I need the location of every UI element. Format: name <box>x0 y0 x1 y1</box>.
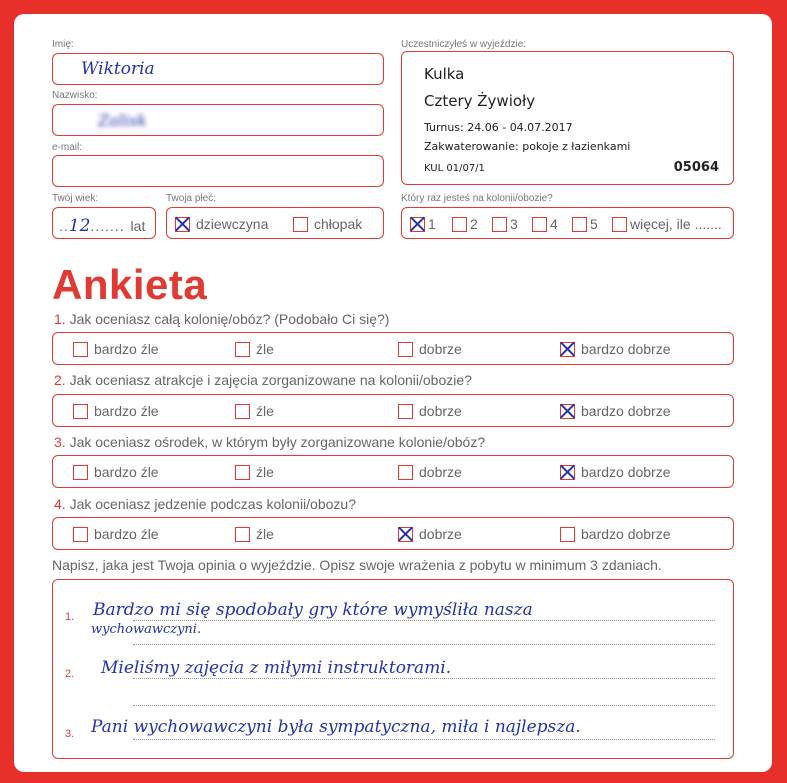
checkbox-icon[interactable] <box>73 465 88 480</box>
q3-option-3[interactable]: dobrze <box>398 463 462 480</box>
q1-option-3[interactable]: dobrze <box>398 340 462 357</box>
times-group <box>401 207 734 239</box>
opinion-prompt: Napisz, jaka jest Twoja opinia o wyjeździe. Opisz swoje wrażenia z pobytu w minimum 3 zdaniach. <box>52 557 662 573</box>
times-label: Który raz jesteś na kolonii/obozie? <box>401 193 553 204</box>
trip-label: Uczestniczyłeś w wyjeździe: <box>401 39 527 50</box>
checkbox-icon[interactable] <box>452 217 467 232</box>
q2-option-3[interactable]: dobrze <box>398 402 462 419</box>
checkbox-icon[interactable] <box>235 342 250 357</box>
checkbox-icon[interactable] <box>398 465 413 480</box>
checkbox-icon[interactable] <box>73 527 88 542</box>
answer-number-2: 2. <box>65 668 75 680</box>
answer-2-text: Mieliśmy zajęcia z miłymi instruktorami. <box>101 658 452 678</box>
question-4-options <box>52 517 734 550</box>
gender-group <box>166 207 384 239</box>
name-value: Wiktoria <box>81 59 155 79</box>
checkbox-icon[interactable] <box>410 217 425 232</box>
checkbox-icon[interactable] <box>175 217 190 232</box>
checkbox-icon[interactable] <box>235 465 250 480</box>
question-2: 2. Jak oceniasz atrakcje i zajęcia zorganizowane na kolonii/obozie? <box>54 372 472 388</box>
age-unit: lat <box>130 218 146 234</box>
q2-option-1[interactable]: bardzo źle <box>73 402 159 419</box>
checkbox-icon[interactable] <box>73 342 88 357</box>
gender-label: Twoja płeć: <box>166 193 217 204</box>
name-field[interactable] <box>52 53 384 85</box>
checkbox-icon[interactable] <box>235 404 250 419</box>
surname-value: Zalisk <box>98 111 147 130</box>
checkbox-icon[interactable] <box>398 527 413 542</box>
question-1-options <box>52 332 734 365</box>
q2-option-2[interactable]: źle <box>235 402 274 419</box>
times-option-5[interactable]: 5 <box>572 215 598 232</box>
q4-option-4[interactable]: bardzo dobrze <box>560 525 671 542</box>
checkbox-icon[interactable] <box>560 465 575 480</box>
answer-line-3 <box>133 739 715 740</box>
checkbox-icon[interactable] <box>293 217 308 232</box>
gender-boy-option[interactable]: chłopak <box>293 215 362 232</box>
trip-name: Kulka <box>424 65 465 83</box>
checkbox-icon[interactable] <box>398 404 413 419</box>
q4-option-2[interactable]: źle <box>235 525 274 542</box>
checkbox-icon[interactable] <box>560 527 575 542</box>
checkbox-icon[interactable] <box>612 217 627 232</box>
trip-program: Cztery Żywioły <box>424 92 536 110</box>
q1-option-4[interactable]: bardzo dobrze <box>560 340 671 357</box>
q4-option-3[interactable]: dobrze <box>398 525 462 542</box>
answer-3-text: Pani wychowawczyni była sympatyczna, miła i najlepsza. <box>91 717 581 737</box>
checkbox-icon[interactable] <box>73 404 88 419</box>
email-label: e-mail: <box>52 142 83 153</box>
trip-info-box <box>401 51 734 185</box>
answer-line-1b <box>133 644 715 645</box>
q4-option-1[interactable]: bardzo źle <box>73 525 159 542</box>
opinion-field[interactable] <box>52 579 734 759</box>
checkbox-icon[interactable] <box>492 217 507 232</box>
answer-1-continuation: wychowawczyni. <box>91 622 202 637</box>
q1-option-2[interactable]: źle <box>235 340 274 357</box>
times-option-3[interactable]: 3 <box>492 215 518 232</box>
question-3: 3. Jak oceniasz ośrodek, w którym były zorganizowane kolonie/obóz? <box>54 434 486 450</box>
q2-option-4[interactable]: bardzo dobrze <box>560 402 671 419</box>
email-field[interactable] <box>52 155 384 187</box>
answer-1-text: Bardzo mi się spodobały gry które wymyśliła nasza <box>93 600 533 620</box>
question-4: 4. Jak oceniasz jedzenie podczas kolonii/obozu? <box>54 496 356 512</box>
answer-line-2 <box>133 678 715 679</box>
times-option-2[interactable]: 2 <box>452 215 478 232</box>
checkbox-icon[interactable] <box>235 527 250 542</box>
times-option-1[interactable]: 1 <box>410 215 436 232</box>
times-option-more[interactable]: więcej, ile ....... <box>612 215 722 232</box>
q3-option-1[interactable]: bardzo źle <box>73 463 159 480</box>
surname-field[interactable] <box>52 104 384 136</box>
q3-option-4[interactable]: bardzo dobrze <box>560 463 671 480</box>
answer-line-1 <box>133 620 715 621</box>
trip-code: KUL 01/07/1 <box>424 163 485 174</box>
q3-option-2[interactable]: źle <box>235 463 274 480</box>
checkbox-icon[interactable] <box>560 404 575 419</box>
surname-label: Nazwisko: <box>52 90 98 101</box>
checkbox-icon[interactable] <box>398 342 413 357</box>
checkbox-icon[interactable] <box>560 342 575 357</box>
trip-number: 05064 <box>673 160 719 175</box>
gender-girl-option[interactable]: dziewczyna <box>175 215 268 232</box>
checkbox-icon[interactable] <box>532 217 547 232</box>
question-3-options <box>52 455 734 488</box>
age-label: Twój wiek: <box>52 193 99 204</box>
q1-option-1[interactable]: bardzo źle <box>73 340 159 357</box>
answer-number-3: 3. <box>65 728 75 740</box>
checkbox-icon[interactable] <box>572 217 587 232</box>
age-value: 12 <box>68 216 91 236</box>
age-field[interactable]: ..12....... lat <box>52 207 156 239</box>
times-option-4[interactable]: 4 <box>532 215 558 232</box>
question-2-options <box>52 394 734 427</box>
trip-accommodation: Zakwaterowanie: pokoje z łazienkami <box>424 140 631 153</box>
survey-title: Ankieta <box>52 261 208 308</box>
name-label: Imię: <box>52 39 74 50</box>
answer-number-1: 1. <box>65 611 75 623</box>
answer-line-2b <box>133 705 715 706</box>
trip-dates: Turnus: 24.06 - 04.07.2017 <box>424 121 573 134</box>
question-1: 1. Jak oceniasz całą kolonię/obóz? (Podobało Ci się?) <box>54 311 390 327</box>
survey-sheet <box>14 14 772 772</box>
